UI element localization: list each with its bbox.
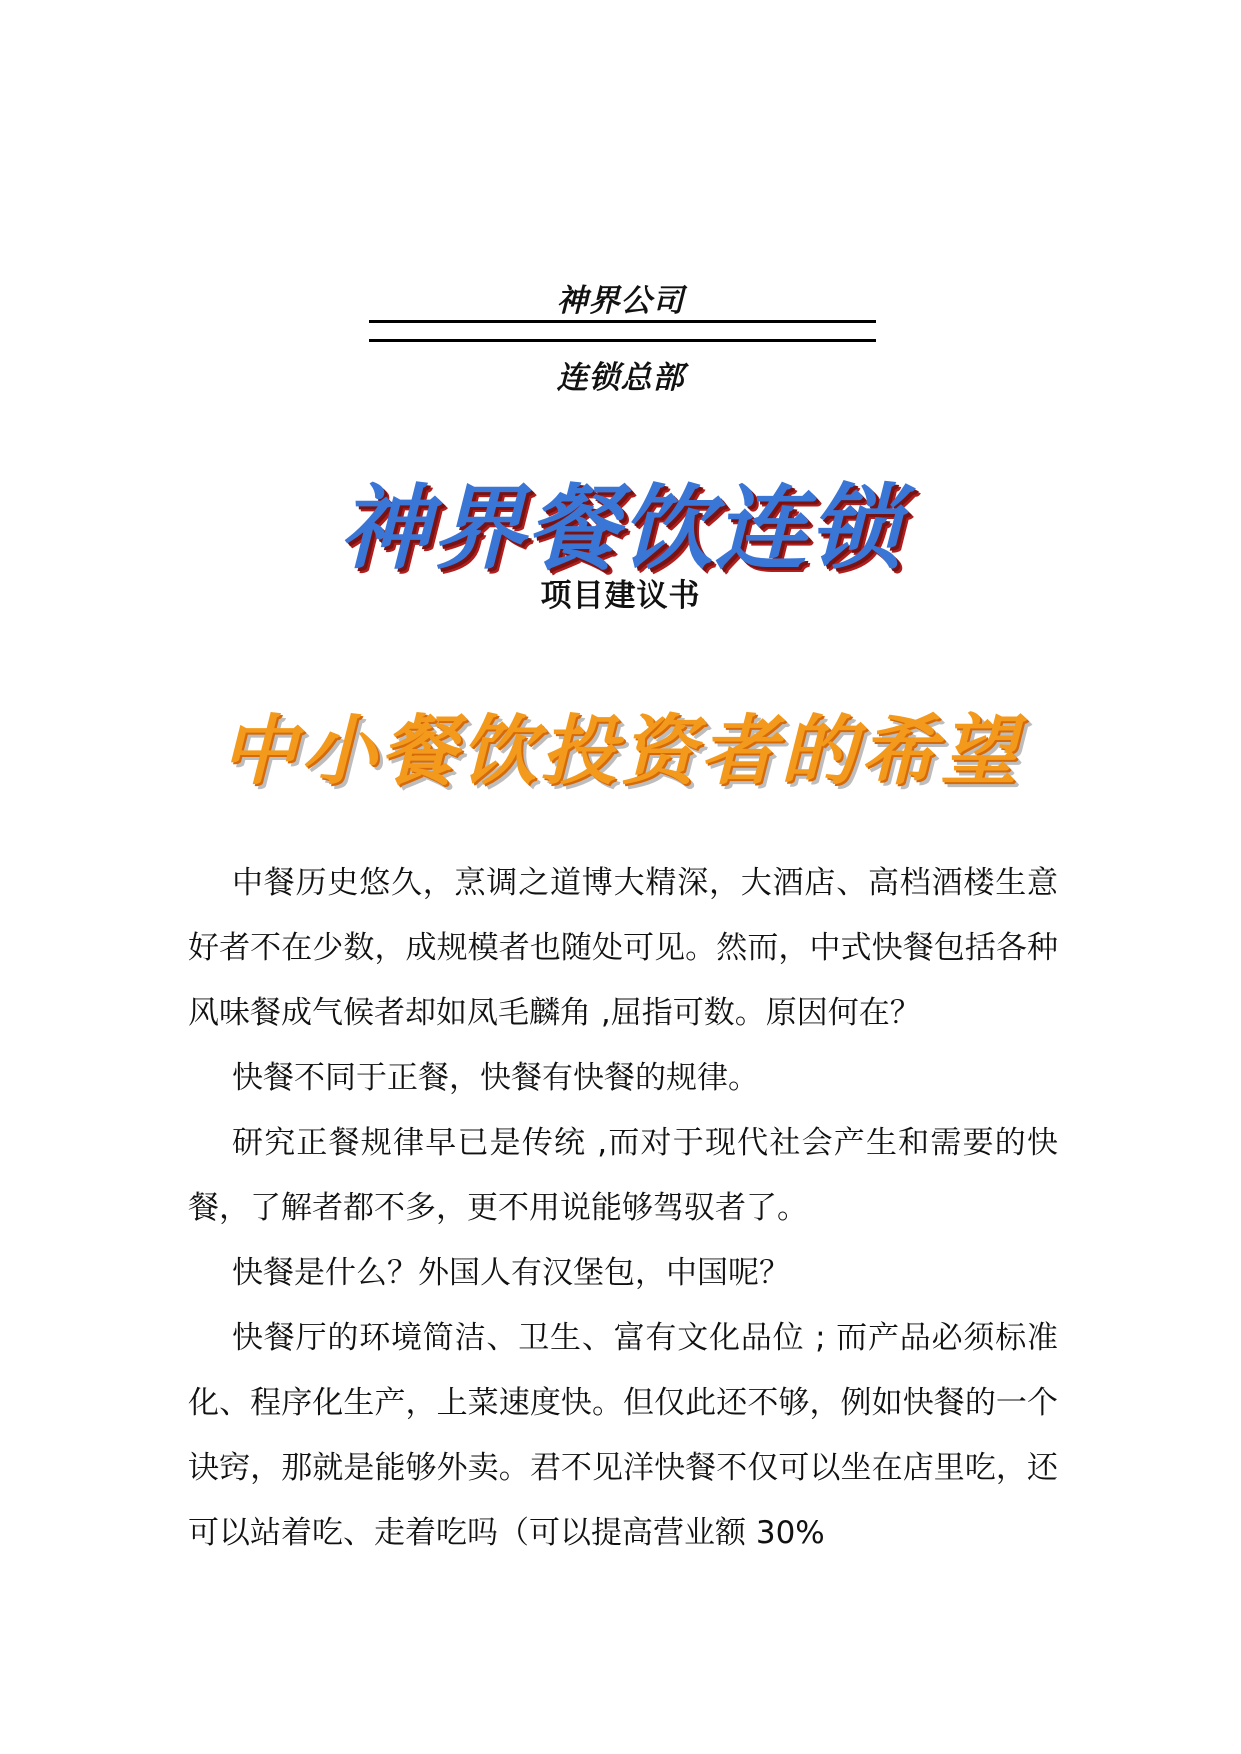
wordart-slogan: 中小餐饮投资者的希望 bbox=[220, 706, 1021, 795]
paragraph: 研究正餐规律早已是传统 ,而对于现代社会产生和需要的快餐，了解者都不多，更不用说能够驾驭者了。 bbox=[188, 1125, 1058, 1226]
divider-line-bottom bbox=[369, 339, 876, 342]
paragraph: 中餐历史悠久，烹调之道博大精深，大酒店、高档酒楼生意好者不在少数，成规模者也随处可见。然而，中式快餐包括各种风味餐成气候者却如凤毛麟角 ,屈指可数。原因何在？ bbox=[188, 865, 1058, 1031]
divider-line-top bbox=[369, 320, 876, 323]
paragraph: 快餐厅的环境简洁、卫生、富有文化品位 ; 而产品必须标准化、程序化生产，上菜速度快。但仅此还不够，例如快餐的一个诀窍，那就是能够外卖。君不见洋快餐不仅可以坐在店里吃，还可以站着吃、走着吃吗（可以提高营业额 30% bbox=[188, 1320, 1058, 1551]
body-text bbox=[188, 851, 1058, 1566]
document-type: 项目建议书 bbox=[540, 578, 701, 614]
wordart-title: 神界餐饮连锁 bbox=[338, 474, 903, 582]
paragraph: 快餐是什么？外国人有汉堡包，中国呢？ bbox=[232, 1255, 790, 1291]
department-name: 连锁总部 bbox=[556, 360, 685, 396]
paragraph: 快餐不同于正餐，快餐有快餐的规律。 bbox=[232, 1060, 759, 1096]
company-name: 神界公司 bbox=[556, 283, 685, 319]
